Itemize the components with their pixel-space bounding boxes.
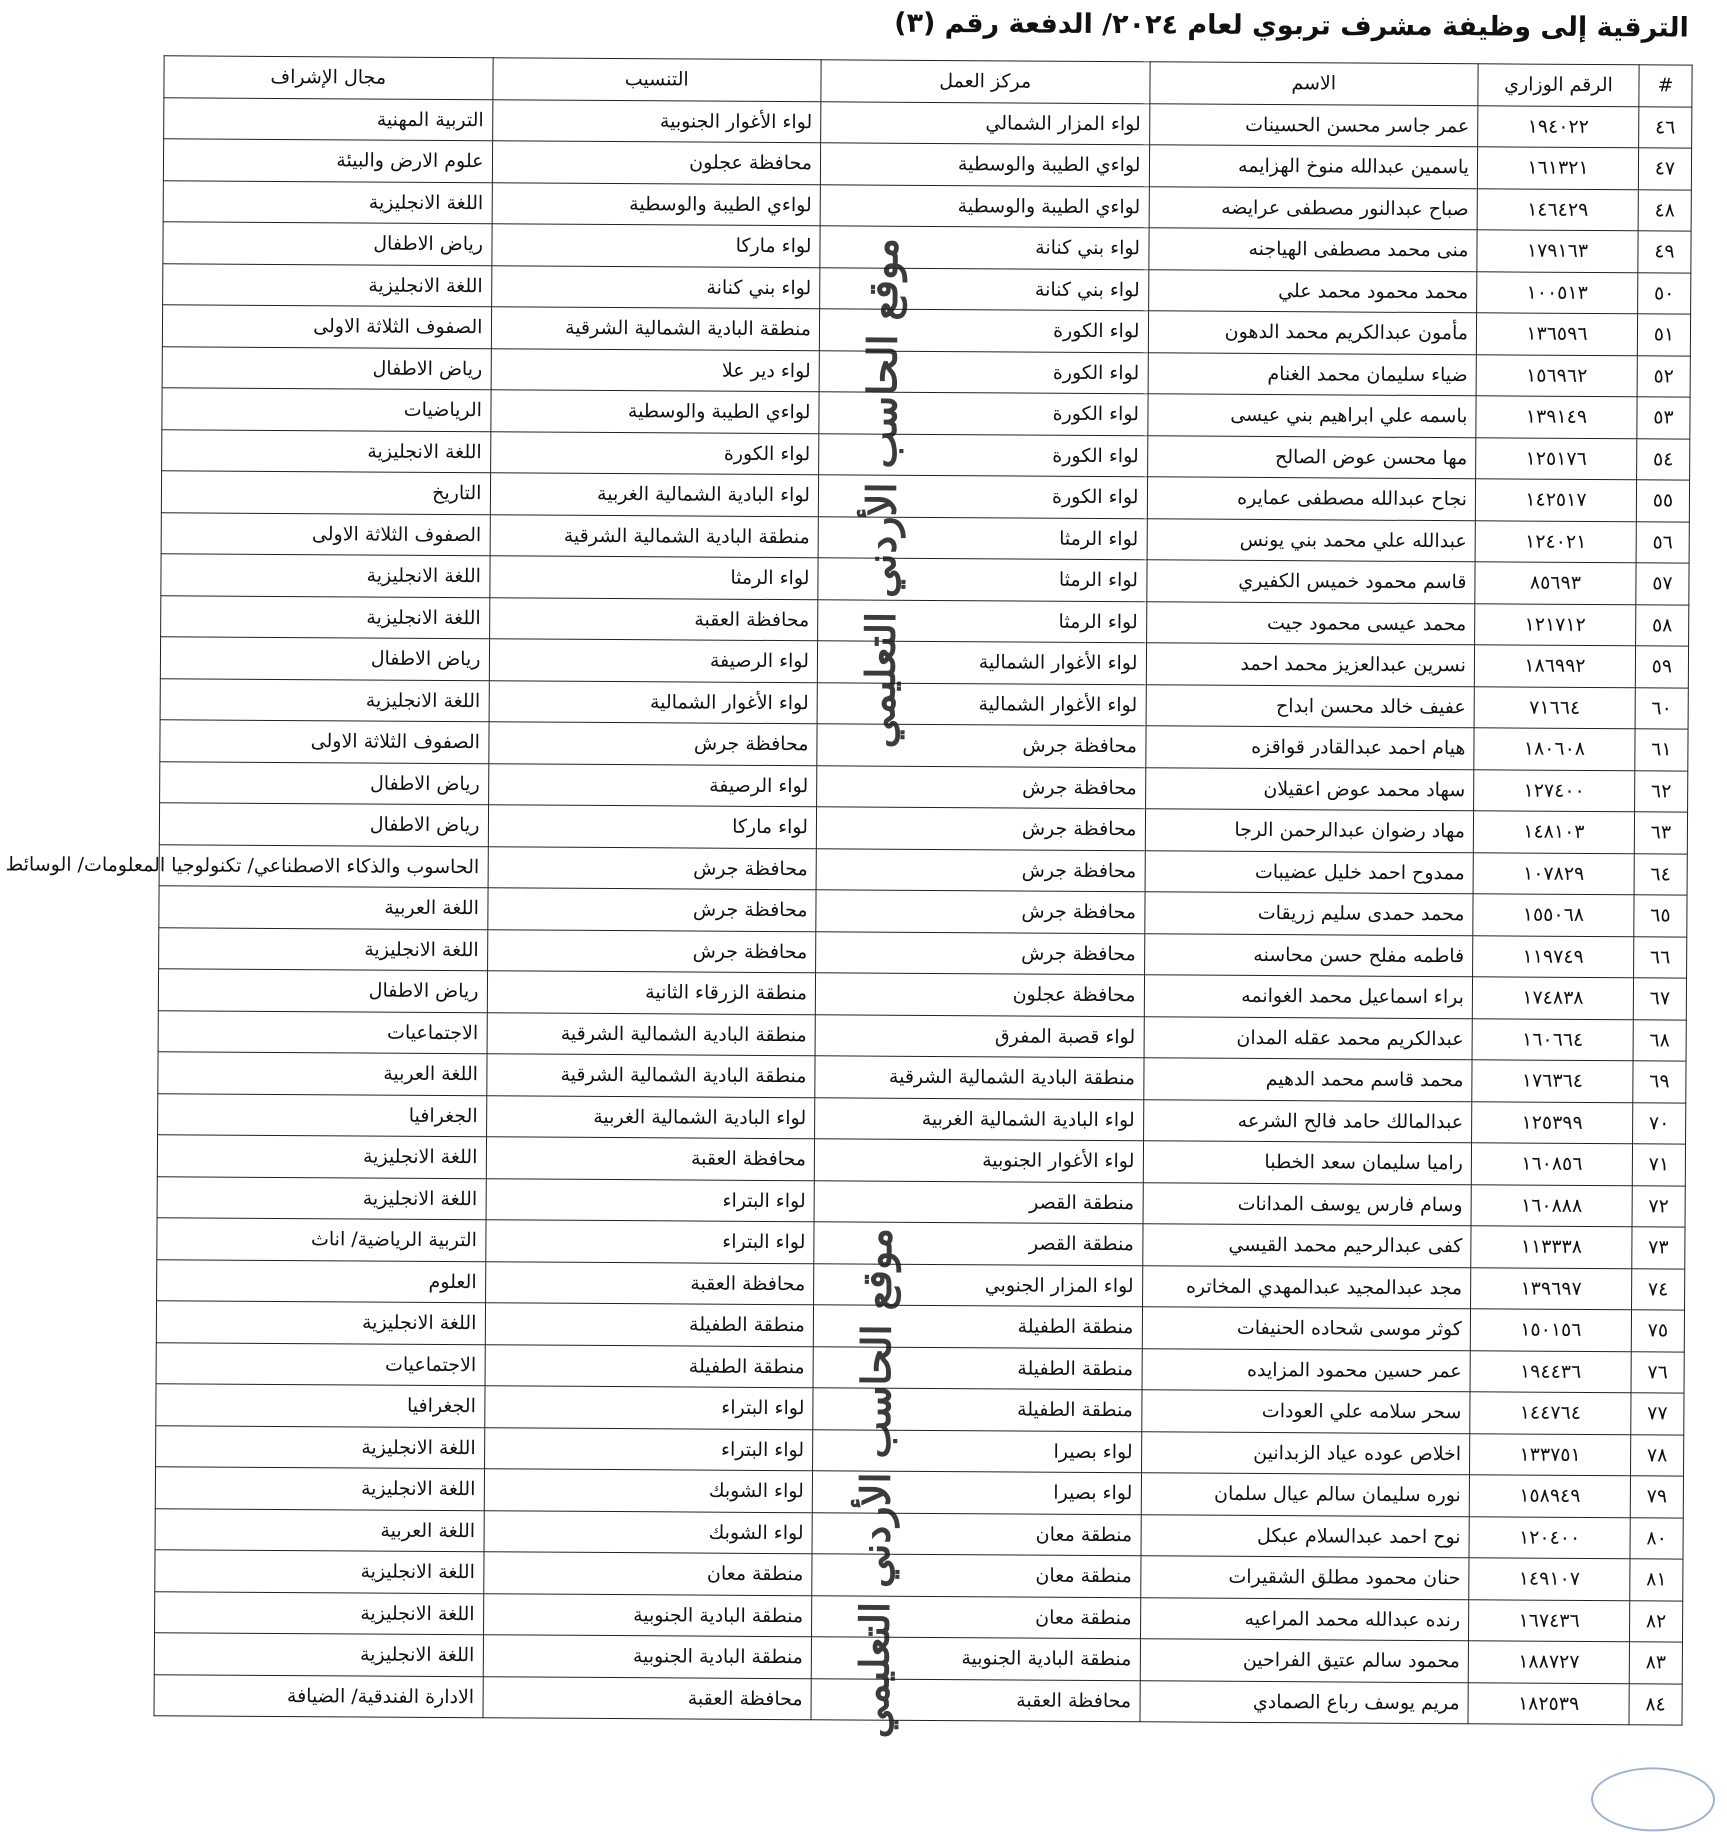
- cell-assignment: محافظة جرش: [487, 929, 816, 973]
- cell-name: نجاح عبدالله مصطفى عمايره: [1147, 477, 1476, 521]
- cell-number: ٦٦: [1634, 936, 1687, 978]
- cell-ministry-id: ١٥٥٠٦٨: [1473, 894, 1634, 936]
- cell-number: ٦٠: [1635, 687, 1688, 729]
- cell-number: ٦٥: [1634, 895, 1687, 937]
- cell-name: مريم يوسف رباع الصمادي: [1139, 1680, 1468, 1724]
- cell-assignment: منطقة الطفيلة: [485, 1303, 814, 1347]
- cell-supervision-field: رياض الاطفال: [160, 761, 489, 805]
- cell-assignment: منطقة معان: [483, 1552, 812, 1596]
- cell-assignment: لواء البتراء: [484, 1427, 813, 1471]
- table-body: [5, 97, 1692, 1725]
- cell-supervision-field: علوم الارض والبيئة: [163, 139, 492, 183]
- cell-supervision-field: التاريخ: [161, 471, 490, 515]
- cell-ministry-id: ١٠٠٥١٣: [1477, 271, 1638, 313]
- cell-supervision-field: اللغة العربية: [159, 886, 488, 930]
- cell-supervision-field: الصفوف الثلاثة الاولى: [162, 305, 491, 349]
- cell-ministry-id: ١٤٤٧٦٤: [1470, 1392, 1631, 1434]
- cell-name: براء اسماعيل محمد الغوانمه: [1144, 975, 1473, 1019]
- cell-number: ٧٨: [1630, 1434, 1683, 1476]
- cell-assignment: منطقة البادية الشمالية الشرقية: [491, 307, 820, 351]
- cell-workplace: محافظة جرش: [816, 848, 1145, 892]
- cell-supervision-field: اللغة الانجليزية: [156, 1425, 485, 1469]
- cell-workplace: لواء الكورة: [819, 433, 1148, 477]
- cell-name: كفى عبدالرحيم محمد القيسي: [1142, 1224, 1471, 1268]
- cell-ministry-id: ١١٩٧٤٩: [1473, 935, 1634, 977]
- cell-supervision-field: اللغة الانجليزية: [160, 678, 489, 722]
- cell-name: مجد عبدالمجيد عبدالمهدي المخاتره: [1142, 1265, 1471, 1309]
- cell-assignment: لواء الرصيفة: [488, 763, 817, 807]
- document-page: [5, 0, 1727, 1802]
- cell-workplace: لواء بصيرا: [813, 1429, 1142, 1473]
- cell-number: ٤٨: [1638, 189, 1691, 231]
- cell-assignment: لواء الكورة: [490, 431, 819, 475]
- cell-assignment: محافظة جرش: [488, 846, 817, 890]
- cell-ministry-id: ١٨٢٥٣٩: [1468, 1682, 1629, 1724]
- cell-number: ٦٢: [1635, 770, 1688, 812]
- cell-number: ٦٤: [1634, 853, 1687, 895]
- cell-assignment: لواء دير علا: [491, 348, 820, 392]
- cell-name: نوح احمد عبدالسلام عبكل: [1141, 1514, 1470, 1558]
- cell-supervision-field: اللغة العربية: [155, 1508, 484, 1552]
- cell-number: ٥٦: [1636, 521, 1689, 563]
- cell-workplace: منطقة القصر: [814, 1222, 1143, 1266]
- cell-workplace: منطقة البادية الجنوبية: [811, 1637, 1140, 1681]
- cell-supervision-field: الحاسوب والذكاء الاصطناعي/ تكنولوجيا المعلومات/ الوسائط: [159, 844, 488, 888]
- cell-ministry-id: ١٨٦٩٩٢: [1474, 645, 1635, 687]
- cell-workplace: منطقة القصر: [814, 1180, 1143, 1224]
- cell-name: باسمه علي ابراهيم بني عيسى: [1147, 394, 1476, 438]
- cell-supervision-field: اللغة العربية: [158, 1052, 487, 1096]
- cell-number: ٤٧: [1638, 148, 1691, 190]
- cell-supervision-field: التربية الرياضية/ اناث: [157, 1218, 486, 1262]
- cell-number: ٥٩: [1635, 646, 1688, 688]
- cell-number: ٤٩: [1638, 231, 1691, 273]
- watermark-text: موقع الحاسب الأردني التعليمي: [851, 1227, 902, 1739]
- cell-number: ٦٨: [1633, 1019, 1686, 1061]
- cell-assignment: منطقة الطفيلة: [485, 1344, 814, 1388]
- cell-number: ٥٥: [1636, 480, 1689, 522]
- cell-number: ٦٩: [1633, 1061, 1686, 1103]
- cell-supervision-field: التربية المهنية: [164, 97, 493, 141]
- cell-workplace: لواءي الطيبة والوسطية: [820, 184, 1149, 228]
- cell-ministry-id: ١٢٤٠٢١: [1475, 520, 1636, 562]
- cell-number: ٥٤: [1637, 438, 1690, 480]
- header-workplace: مركز العمل: [821, 60, 1150, 104]
- cell-workplace: لواء بني كنانة: [820, 267, 1149, 311]
- cell-ministry-id: ١٢٠٤٠٠: [1469, 1516, 1630, 1558]
- cell-number: ٦٧: [1633, 978, 1686, 1020]
- cell-workplace: محافظة جرش: [817, 765, 1146, 809]
- cell-assignment: منطقة البادية الجنوبية: [483, 1635, 812, 1679]
- cell-ministry-id: ١٣٩١٤٩: [1476, 396, 1637, 438]
- cell-workplace: لواء بصيرا: [812, 1471, 1141, 1515]
- cell-assignment: لواء بني كنانة: [491, 265, 820, 309]
- cell-ministry-id: ١٢٧٤٠٠: [1474, 769, 1635, 811]
- cell-name: عمر حسين محمود المزايده: [1142, 1348, 1471, 1392]
- cell-assignment: منطقة البادية الشمالية الشرقية: [486, 1054, 815, 1098]
- cell-assignment: لواءي الطيبة والوسطية: [490, 390, 819, 434]
- cell-number: ٤٦: [1639, 106, 1692, 148]
- cell-name: منى محمد مصطفى الهياجنه: [1148, 228, 1477, 272]
- cell-supervision-field: العلوم: [157, 1259, 486, 1303]
- cell-name: اخلاص عوده عياد الزبدانين: [1141, 1431, 1470, 1475]
- cell-ministry-id: ١٦١٣٢١: [1477, 147, 1638, 189]
- cell-ministry-id: ٨٥٦٩٣: [1475, 562, 1636, 604]
- cell-ministry-id: ١٣٣٧٥١: [1470, 1433, 1631, 1475]
- cell-number: ٧١: [1632, 1144, 1685, 1186]
- cell-ministry-id: ١٦٠٦٦٤: [1472, 1018, 1633, 1060]
- cell-ministry-id: ١٨٨٧٢٧: [1468, 1641, 1629, 1683]
- cell-name: محمد محمود محمد علي: [1148, 269, 1477, 313]
- cell-assignment: لواءي الطيبة والوسطية: [492, 182, 821, 226]
- cell-name: عمر جاسر محسن الحسينات: [1149, 103, 1478, 147]
- cell-supervision-field: اللغة الانجليزية: [157, 1135, 486, 1179]
- cell-workplace: لواء الأغوار الشمالية: [817, 641, 1146, 685]
- cell-name: عبدالمالك حامد فالح الشرعه: [1143, 1099, 1472, 1143]
- cell-number: ٧٠: [1633, 1102, 1686, 1144]
- cell-name: مهاد رضوان عبدالرحمن الرجا: [1145, 809, 1474, 853]
- cell-assignment: لواء ماركا: [488, 805, 817, 849]
- cell-name: محمد قاسم محمد الدهيم: [1143, 1058, 1472, 1102]
- stamp-seal: [1591, 1767, 1715, 1832]
- cell-ministry-id: ١٣٩٦٩٧: [1471, 1267, 1632, 1309]
- cell-number: ٥٨: [1636, 604, 1689, 646]
- cell-supervision-field: اللغة الانجليزية: [156, 1301, 485, 1345]
- cell-name: نسرين عبدالعزيز محمد احمد: [1146, 643, 1475, 687]
- cell-supervision-field: اللغة الانجليزية: [163, 263, 492, 307]
- cell-name: فاطمه مفلح حسن محاسنه: [1144, 933, 1473, 977]
- cell-number: ٨٣: [1629, 1642, 1682, 1684]
- cell-ministry-id: ١٧٦٣٦٤: [1472, 1060, 1633, 1102]
- cell-workplace: لواءي الطيبة والوسطية: [820, 143, 1149, 187]
- cell-name: كوثر موسى شحاده الحنيفات: [1142, 1307, 1471, 1351]
- cell-supervision-field: رياض الاطفال: [160, 637, 489, 681]
- header-name: الاسم: [1149, 62, 1478, 106]
- cell-workplace: منطقة معان: [812, 1554, 1141, 1598]
- cell-assignment: محافظة العقبة: [489, 597, 818, 641]
- promotion-table: [5, 55, 1693, 1725]
- cell-ministry-id: ١٥٦٩٦٢: [1476, 354, 1637, 396]
- cell-name: محمد عيسى محمود جيت: [1146, 601, 1475, 645]
- cell-supervision-field: الصفوف الثلاثة الاولى: [161, 512, 490, 556]
- cell-ministry-id: ٧١٦٦٤: [1474, 686, 1635, 728]
- cell-workplace: منطقة الطفيلة: [813, 1305, 1142, 1349]
- cell-workplace: لواء الكورة: [818, 475, 1147, 519]
- cell-ministry-id: ١٠٧٨٢٩: [1473, 852, 1634, 894]
- cell-assignment: لواء الأغوار الجنوبية: [492, 99, 821, 143]
- cell-supervision-field: اللغة الانجليزية: [157, 1176, 486, 1220]
- cell-workplace: محافظة جرش: [816, 890, 1145, 934]
- cell-supervision-field: رياض الاطفال: [162, 346, 491, 390]
- cell-supervision-field: الرياضيات: [162, 388, 491, 432]
- cell-assignment: منطقة الزرقاء الثانية: [487, 971, 816, 1015]
- cell-assignment: لواء الرصيفة: [489, 639, 818, 683]
- cell-number: ٧٧: [1631, 1393, 1684, 1435]
- cell-workplace: لواء الأغوار الشمالية: [817, 682, 1146, 726]
- cell-name: عبدالكريم محمد عقله المدان: [1144, 1016, 1473, 1060]
- cell-supervision-field: اللغة الانجليزية: [155, 1550, 484, 1594]
- cell-number: ٦١: [1635, 729, 1688, 771]
- cell-number: ٨٤: [1629, 1683, 1682, 1725]
- cell-number: ٧٥: [1631, 1310, 1684, 1352]
- cell-assignment: محافظة العقبة: [486, 1137, 815, 1181]
- cell-ministry-id: ١٥٠١٥٦: [1470, 1309, 1631, 1351]
- cell-assignment: لواء البتراء: [484, 1386, 813, 1430]
- cell-supervision-field: رياض الاطفال: [159, 803, 488, 847]
- cell-name: مأمون عبدالكريم محمد الدهون: [1148, 311, 1477, 355]
- cell-name: عبدالله علي محمد بني يونس: [1147, 518, 1476, 562]
- cell-workplace: منطقة الطفيلة: [813, 1346, 1142, 1390]
- cell-assignment: لواء الرمثا: [489, 556, 818, 600]
- cell-name: سهاد محمد عوض اعقيلان: [1145, 767, 1474, 811]
- cell-workplace: محافظة جرش: [817, 724, 1146, 768]
- cell-assignment: محافظة العقبة: [482, 1676, 811, 1720]
- cell-assignment: منطقة البادية الشمالية الشرقية: [487, 1012, 816, 1056]
- cell-ministry-id: ١٢٥٣٩٩: [1472, 1101, 1633, 1143]
- cell-ministry-id: ١٩٤٠٢٢: [1478, 105, 1639, 147]
- cell-number: ٧٢: [1632, 1185, 1685, 1227]
- cell-workplace: لواء الكورة: [819, 309, 1148, 353]
- cell-supervision-field: الاجتماعيات: [156, 1342, 485, 1386]
- cell-workplace: منطقة معان: [811, 1595, 1140, 1639]
- cell-supervision-field: اللغة الانجليزية: [161, 595, 490, 639]
- cell-supervision-field: رياض الاطفال: [158, 969, 487, 1013]
- cell-ministry-id: ١٤٢٥١٧: [1475, 479, 1636, 521]
- header-number: #: [1639, 65, 1692, 107]
- cell-supervision-field: اللغة الانجليزية: [155, 1467, 484, 1511]
- cell-supervision-field: اللغة الانجليزية: [162, 429, 491, 473]
- cell-name: ممدوح احمد خليل عضيبات: [1145, 850, 1474, 894]
- cell-supervision-field: اللغة الانجليزية: [163, 180, 492, 224]
- cell-workplace: محافظة العقبة: [811, 1678, 1140, 1722]
- cell-supervision-field: الصفوف الثلاثة الاولى: [160, 720, 489, 764]
- cell-supervision-field: اللغة الانجليزية: [154, 1633, 483, 1677]
- cell-supervision-field: اللغة الانجليزية: [155, 1591, 484, 1635]
- cell-number: ٧٩: [1630, 1476, 1683, 1518]
- cell-number: ٦٣: [1634, 812, 1687, 854]
- cell-workplace: محافظة عجلون: [815, 973, 1144, 1017]
- cell-ministry-id: ١٤٩١٠٧: [1469, 1558, 1630, 1600]
- cell-number: ٥٠: [1638, 272, 1691, 314]
- cell-ministry-id: ١٧٩١٦٣: [1477, 230, 1638, 272]
- cell-workplace: لواء الكورة: [819, 350, 1148, 394]
- cell-assignment: منطقة البادية الجنوبية: [483, 1593, 812, 1637]
- cell-name: محمود سالم عتيق الفراحين: [1140, 1639, 1469, 1683]
- cell-assignment: لواء البادية الشمالية الغربية: [490, 473, 819, 517]
- cell-ministry-id: ١٩٤٤٣٦: [1470, 1350, 1631, 1392]
- header-assignment: التنسيب: [492, 58, 821, 102]
- cell-workplace: منطقة معان: [812, 1512, 1141, 1556]
- cell-assignment: لواء الأغوار الشمالية: [489, 680, 818, 724]
- cell-assignment: لواء البتراء: [485, 1220, 814, 1264]
- cell-number: ٨٢: [1629, 1600, 1682, 1642]
- cell-workplace: محافظة جرش: [816, 931, 1145, 975]
- cell-name: محمد حمدى سليم زريقات: [1144, 892, 1473, 936]
- header-ministry-id: الرقم الوزاري: [1478, 64, 1639, 106]
- cell-workplace: محافظة جرش: [816, 807, 1145, 851]
- cell-ministry-id: ١٨٠٦٠٨: [1474, 728, 1635, 770]
- cell-assignment: لواء البتراء: [486, 1178, 815, 1222]
- cell-supervision-field: اللغة الانجليزية: [161, 554, 490, 598]
- cell-ministry-id: ١٤٨١٠٣: [1473, 811, 1634, 853]
- cell-number: ٥١: [1637, 314, 1690, 356]
- cell-name: ضياء سليمان محمد الغنام: [1148, 352, 1477, 396]
- document-title: الترقية إلى وظيفة مشرف تربوي لعام ٢٠٢٤/ الدفعة رقم (٣): [894, 7, 1689, 44]
- cell-name: وسام فارس يوسف المدانات: [1143, 1182, 1472, 1226]
- cell-number: ٨١: [1630, 1559, 1683, 1601]
- cell-ministry-id: ١٥٨٩٤٩: [1469, 1475, 1630, 1517]
- cell-ministry-id: ١١٣٣٣٨: [1471, 1226, 1632, 1268]
- cell-name: هيام احمد عبدالقادر قواقزه: [1145, 726, 1474, 770]
- cell-workplace: لواء الأغوار الجنوبية: [814, 1139, 1143, 1183]
- cell-ministry-id: ١٤٦٤٢٩: [1477, 188, 1638, 230]
- cell-workplace: لواء البادية الشمالية الغربية: [815, 1097, 1144, 1141]
- cell-name: مها محسن عوض الصالح: [1147, 435, 1476, 479]
- cell-ministry-id: ١٢٥١٧٦: [1476, 437, 1637, 479]
- cell-ministry-id: ١٦٧٤٣٦: [1468, 1599, 1629, 1641]
- cell-assignment: محافظة العقبة: [485, 1261, 814, 1305]
- cell-name: نوره سليمان سالم عيال سلمان: [1141, 1473, 1470, 1517]
- cell-name: حنان محمود مطلق الشقيرات: [1140, 1556, 1469, 1600]
- cell-workplace: منطقة البادية الشمالية الشرقية: [815, 1056, 1144, 1100]
- cell-name: ياسمين عبدالله منوخ الهزايمه: [1149, 145, 1478, 189]
- cell-workplace: لواء الرمثا: [818, 558, 1147, 602]
- cell-assignment: لواء ماركا: [491, 224, 820, 268]
- cell-number: ٧٣: [1632, 1227, 1685, 1269]
- cell-ministry-id: ١٧٤٨٣٨: [1472, 977, 1633, 1019]
- cell-workplace: لواء بني كنانة: [820, 226, 1149, 270]
- cell-workplace: لواء المزار الجنوبي: [814, 1263, 1143, 1307]
- cell-name: عفيف خالد محسن ابداح: [1146, 684, 1475, 728]
- cell-number: ٧٤: [1632, 1268, 1685, 1310]
- cell-workplace: لواء قصبة المفرق: [815, 1014, 1144, 1058]
- cell-assignment: محافظة جرش: [488, 722, 817, 766]
- cell-assignment: منطقة البادية الشمالية الشرقية: [490, 514, 819, 558]
- cell-assignment: لواء الشوبك: [484, 1510, 813, 1554]
- cell-workplace: لواء الرمثا: [818, 516, 1147, 560]
- cell-number: ٨٠: [1630, 1517, 1683, 1559]
- cell-ministry-id: ١٦٠٨٥٦: [1471, 1143, 1632, 1185]
- cell-number: ٥٧: [1636, 563, 1689, 605]
- cell-name: راميا سليمان سعد الخطبا: [1143, 1141, 1472, 1185]
- cell-supervision-field: اللغة الانجليزية: [159, 927, 488, 971]
- cell-workplace: لواء الرمثا: [818, 599, 1147, 643]
- cell-assignment: محافظة جرش: [487, 888, 816, 932]
- cell-assignment: لواء الشوبك: [484, 1469, 813, 1513]
- cell-name: صباح عبدالنور مصطفى عرايضه: [1149, 186, 1478, 230]
- cell-ministry-id: ١٣٦٥٩٦: [1476, 313, 1637, 355]
- cell-name: سحر سلامه علي العودات: [1141, 1390, 1470, 1434]
- cell-supervision-field: الاجتماعيات: [158, 1010, 487, 1054]
- cell-supervision-field: رياض الاطفال: [163, 222, 492, 266]
- cell-supervision-field: الادارة الفندقية/ الضيافة: [154, 1674, 483, 1718]
- header-supervision-field: مجال الإشراف: [164, 56, 493, 100]
- cell-name: قاسم محمود خميس الكفيري: [1146, 560, 1475, 604]
- cell-supervision-field: الجغرافيا: [156, 1384, 485, 1428]
- cell-name: رنده عبدالله محمد المراعيه: [1140, 1597, 1469, 1641]
- cell-ministry-id: ١٦٠٨٨٨: [1471, 1184, 1632, 1226]
- cell-supervision-field: الجغرافيا: [158, 1093, 487, 1137]
- cell-workplace: منطقة الطفيلة: [813, 1388, 1142, 1432]
- table-row: [154, 1674, 1682, 1725]
- cell-assignment: محافظة عجلون: [492, 141, 821, 185]
- cell-number: ٧٦: [1631, 1351, 1684, 1393]
- cell-workplace: لواء المزار الشمالي: [821, 101, 1150, 145]
- cell-number: ٥٢: [1637, 355, 1690, 397]
- cell-workplace: لواء الكورة: [819, 392, 1148, 436]
- cell-number: ٥٣: [1637, 397, 1690, 439]
- cell-assignment: لواء البادية الشمالية الغربية: [486, 1095, 815, 1139]
- watermark-text: موقع الحاسب الأردني التعليمي: [857, 237, 908, 749]
- cell-ministry-id: ١٢١٧١٢: [1475, 603, 1636, 645]
